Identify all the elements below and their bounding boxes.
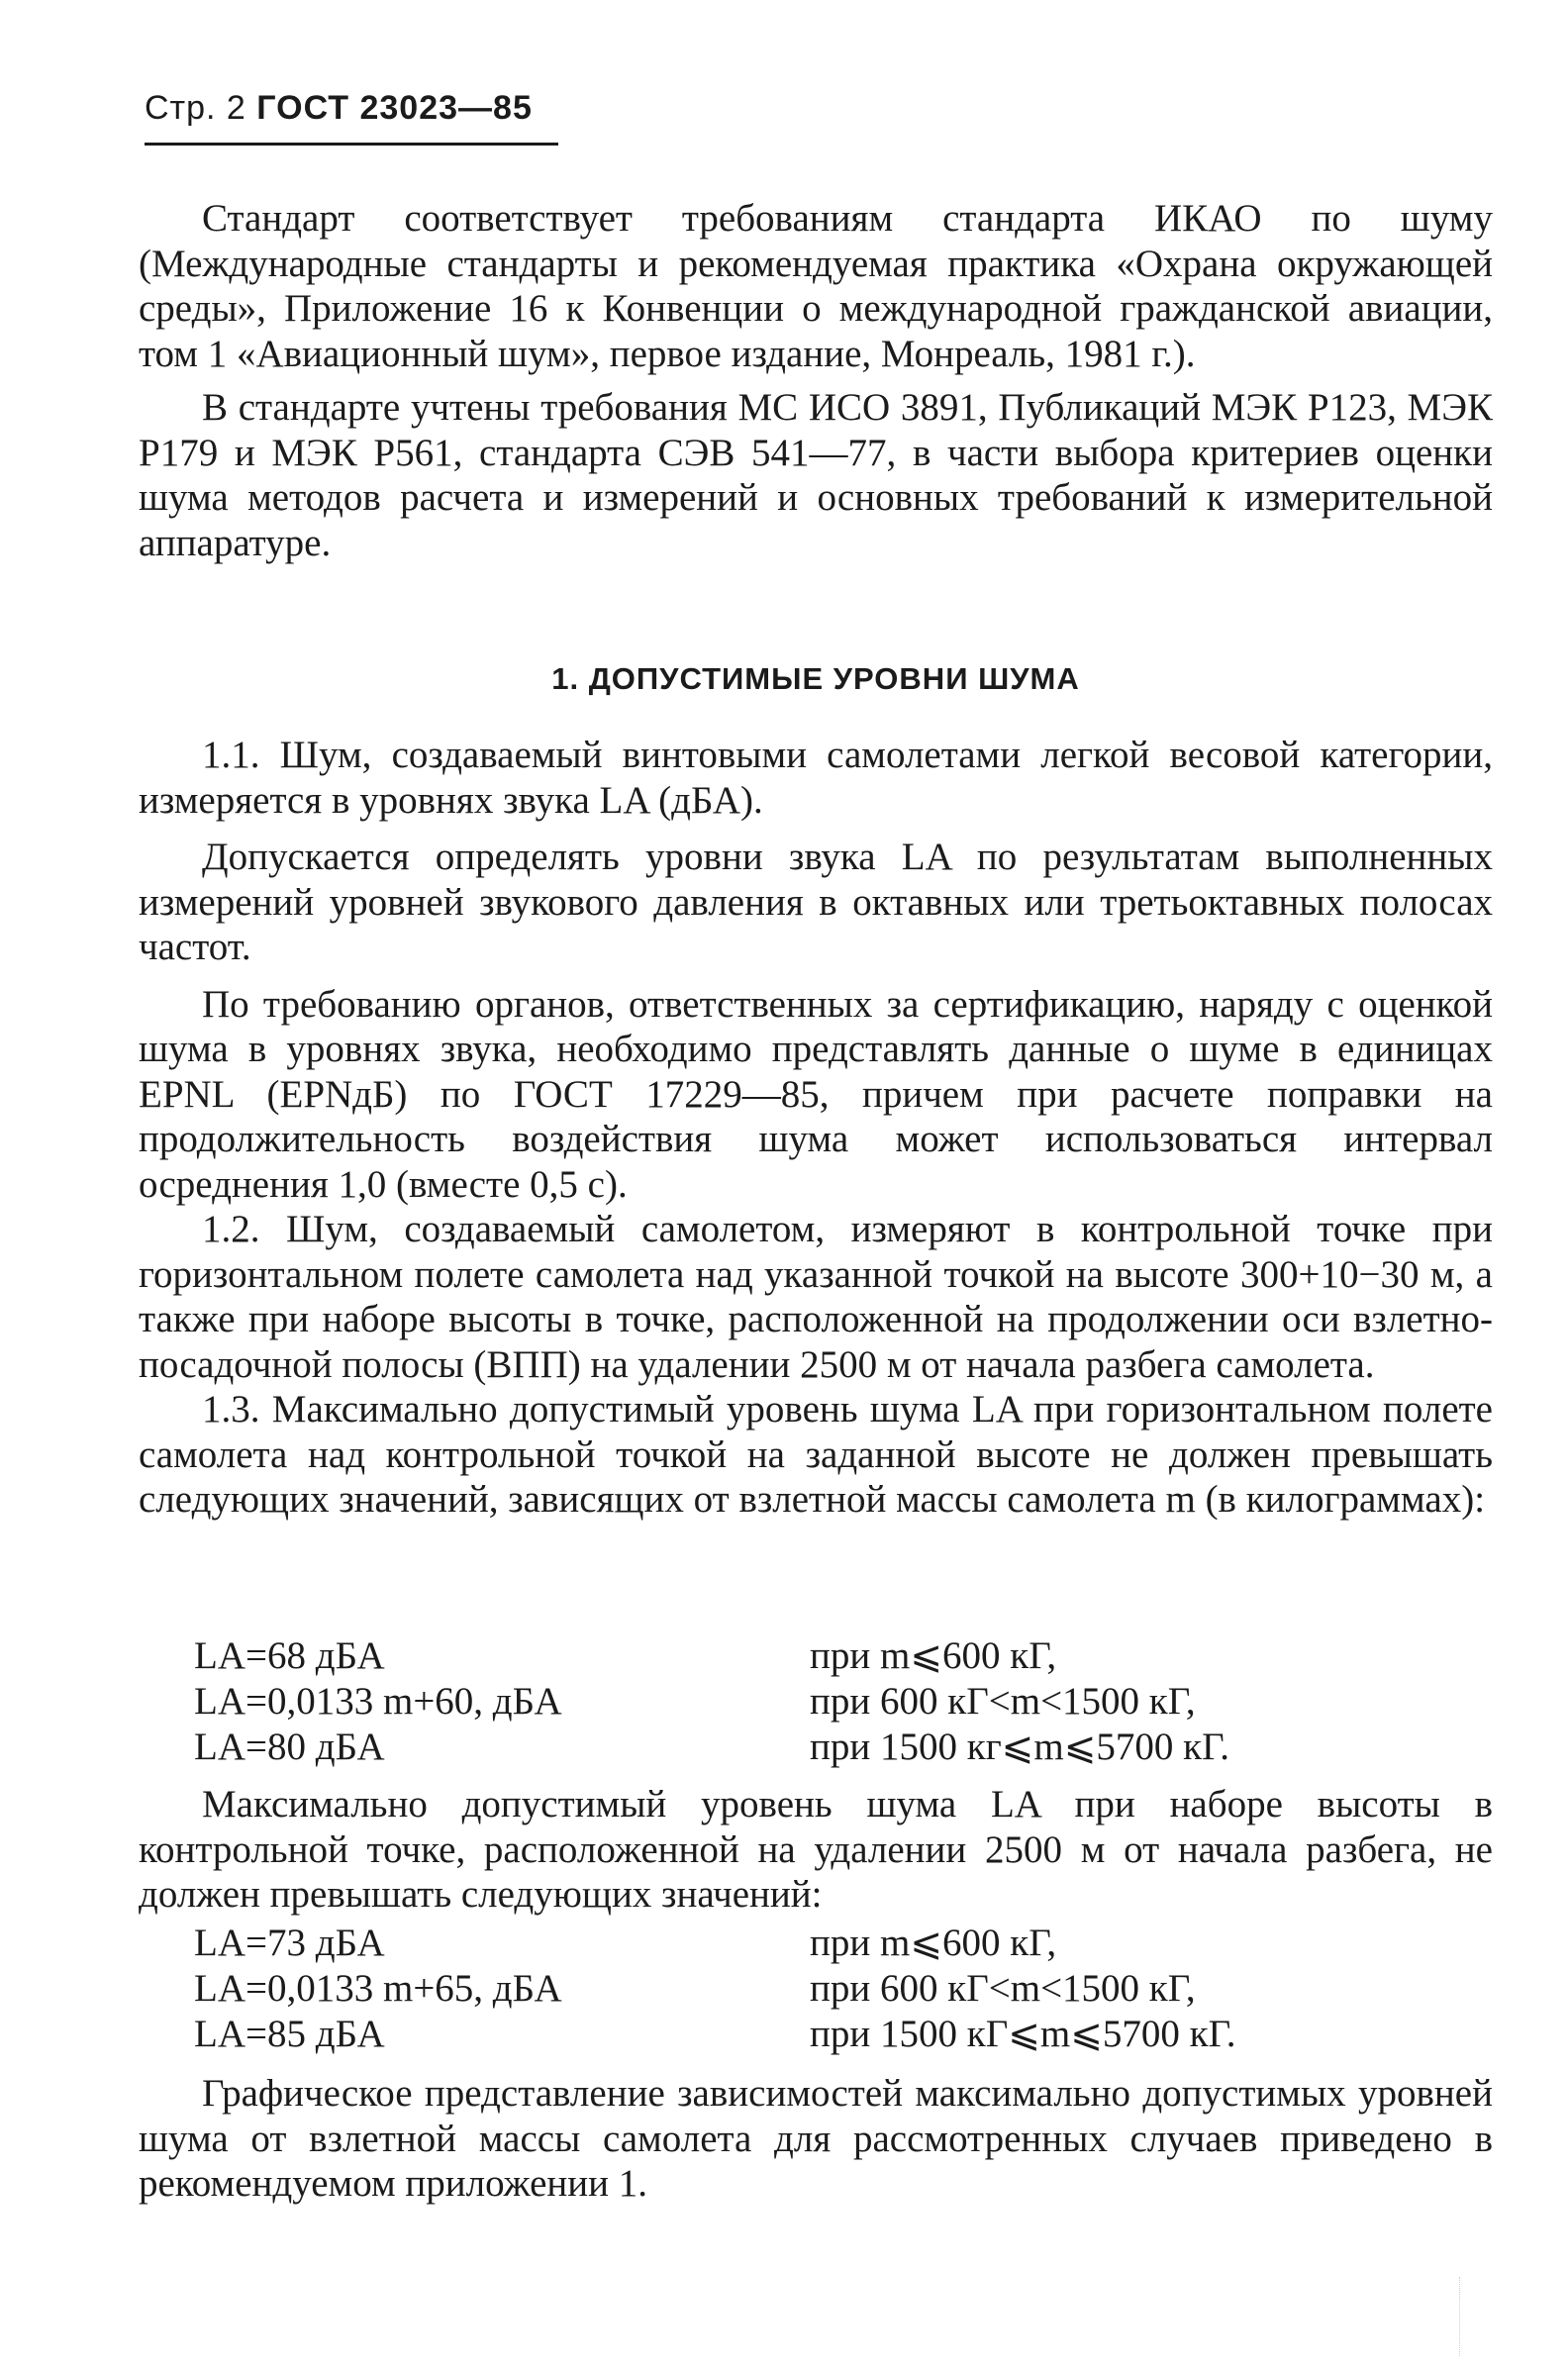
paragraph-1-1-c: По требованию органов, ответственных за сертификацию, наряду с оценкой шума в уровнях звука, необходимо представлять данные о шуме в единицах EPNL (EPNдБ) по ГОСТ 17229—85, причем при расчете поправки на продолжительность воздействия шума может использоваться интервал осреднения 1,0 (вместе 0,5 с).	[139, 982, 1493, 1206]
climb-condition-3: при 1500 кГ⩽m⩽5700 кГ.	[810, 2013, 1236, 2055]
scan-margin-mark	[1459, 2277, 1460, 2356]
intro-paragraph-1: Стандарт соответствует требованиям стандарта ИКАО по шуму (Международные стандарты и рекомендуемая практика «Охрана окружающей среды», Приложение 16 к Конвенции о международной гражданской авиации, том 1 «Авиационный шум», первое издание, Монреаль, 1981 г.).	[139, 197, 1493, 375]
climb-formula-2: LA=0,0133 m+65, дБА	[194, 1967, 562, 2010]
paragraph-1-3: 1.3. Максимально допустимый уровень шума LA при горизонтальном полете самолета над контрольной точкой на заданной высоте не должен превышать следующих значений, зависящих от взлетной массы самолета m (в килограммах):	[139, 1388, 1493, 1521]
climb-formula-3: LA=85 дБА	[194, 2013, 385, 2055]
level-condition-3: при 1500 кг⩽m⩽5700 кГ.	[810, 1726, 1229, 1768]
level-condition-1: при m⩽600 кГ,	[810, 1634, 1057, 1677]
paragraph-1-2: 1.2. Шум, создаваемый самолетом, измеряют в контрольной точке при горизонтальном полете самолета над указанной точкой на высоте 300+10−30 м, а также при наборе высоты в точке, расположенной на продолжении оси взлетно-посадочной полосы (ВПП) на удалении 2500 м от начала разбега самолета.	[139, 1208, 1493, 1386]
paragraph-1-1: 1.1. Шум, создаваемый винтовыми самолетами легкой весовой категории, измеряется в уровнях звука LA (дБА).	[139, 734, 1493, 822]
climb-formula-1: LA=73 дБА	[194, 1922, 385, 1964]
intro-paragraph-2: В стандарте учтены требования МС ИСО 3891, Публикаций МЭК Р123, МЭК Р179 и МЭК Р561, стандарта СЭВ 541—77, в части выбора критериев оценки шума методов расчета и измерений и основных требований к измерительной аппаратуре.	[139, 386, 1493, 564]
level-formula-2: LA=0,0133 m+60, дБА	[194, 1680, 562, 1723]
header-rule	[145, 143, 558, 146]
paragraph-graph: Графическое представление зависимостей максимально допустимых уровней шума от взлетной массы самолета для рассмотренных случаев приведено в рекомендуемом приложении 1.	[139, 2072, 1493, 2205]
climb-condition-1: при m⩽600 кГ,	[810, 1922, 1057, 1964]
climb-paragraph-block	[139, 1782, 1493, 1918]
standard-id: ГОСТ 23023—85	[256, 89, 533, 127]
level-formula-1: LA=68 дБА	[194, 1634, 385, 1677]
graph-paragraph-block	[139, 2071, 1493, 2207]
page-label: Стр. 2	[145, 89, 246, 127]
climb-condition-2: при 600 кГ<m<1500 кГ,	[810, 1967, 1196, 2010]
paragraph-1-1-b: Допускается определять уровни звука LA по результатам выполненных измерений уровней звукового давления в октавных или третьоктавных полосах частот.	[139, 836, 1493, 968]
level-condition-2: при 600 кГ<m<1500 кГ,	[810, 1680, 1196, 1723]
paragraph-climb: Максимально допустимый уровень шума LA при наборе высоты в контрольной точке, расположенной на удалении 2500 м от начала разбега, не должен превышать следующих значений:	[139, 1783, 1493, 1916]
section-1-block-a	[139, 733, 1493, 1523]
section-heading: 1. ДОПУСТИМЫЕ УРОВНИ ШУМА	[551, 661, 1080, 696]
intro-block	[139, 196, 1493, 565]
running-head	[145, 89, 533, 128]
level-formula-3: LA=80 дБА	[194, 1726, 385, 1768]
